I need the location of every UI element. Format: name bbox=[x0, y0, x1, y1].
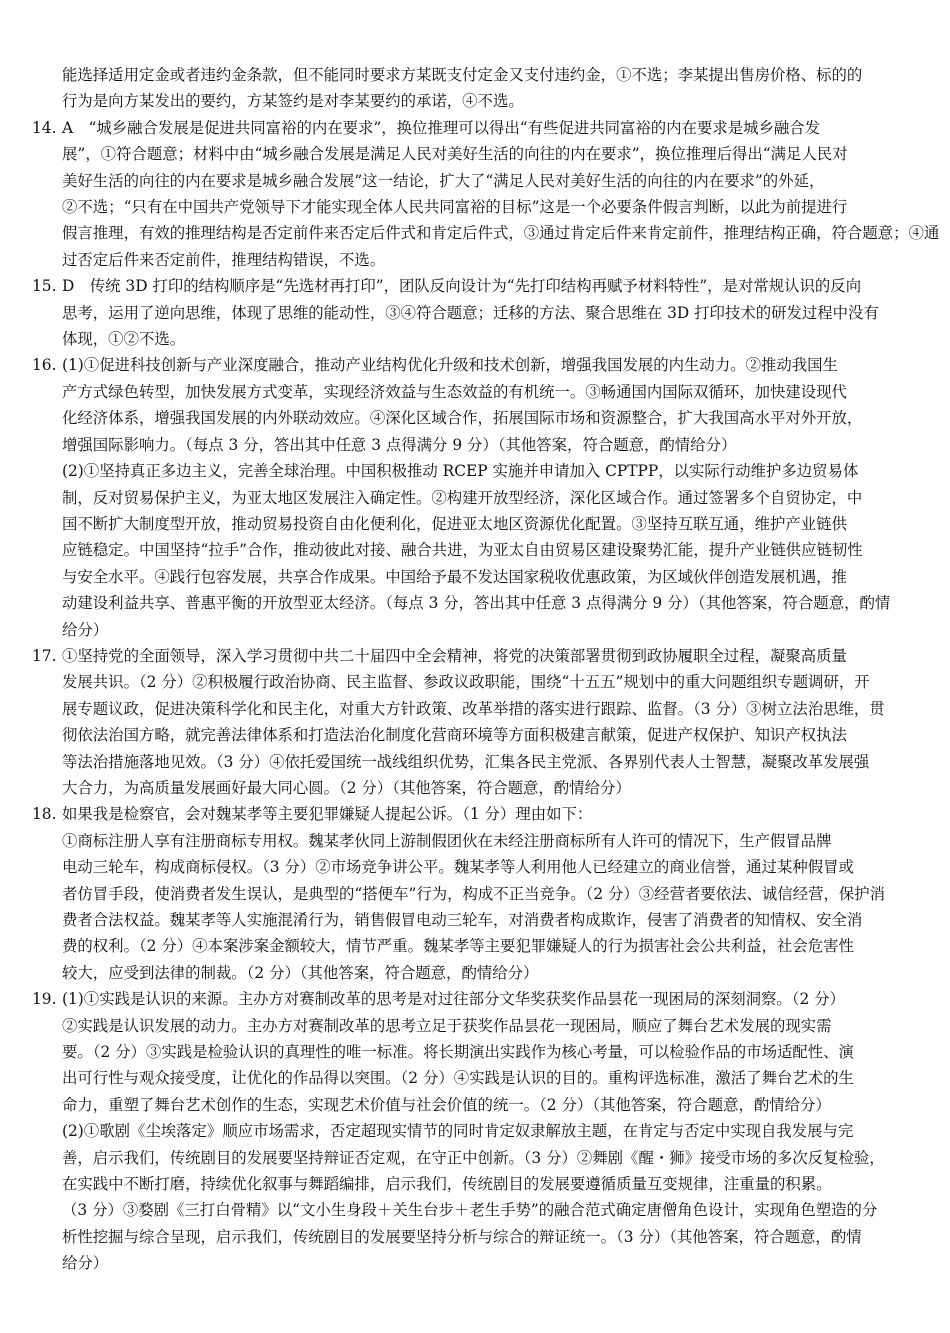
question-19 bbox=[32, 986, 920, 1276]
answer-line: （3 分）③婺剧《三打白骨精》以“文小生身段＋关生台步＋老生手势”的融合范式确定唐僧角色设计，实现角色塑造的分 bbox=[62, 1201, 878, 1220]
answer-line: 电动三轮车，构成商标侵权。（3 分）②市场竞争讲公平。魏某孝等人利用他人已经建立的商业信誉，通过某种假冒或 bbox=[62, 858, 854, 877]
question-16 bbox=[32, 352, 920, 642]
answer-line: 善，启示我们，传统剧目的发展要坚持辩证否定观，在守正中创新。（3 分）②舞剧《醒・狮》接受市场的多次反复检验， bbox=[62, 1148, 885, 1167]
answer-line: 产方式绿色转型，加快发展方式变革，实现经济效益与生态效益的有机统一。③畅通国内国际双循环，加快建设现代 bbox=[62, 382, 847, 401]
answer-line: 大合力，为高质量发展画好最大同心圆。（2 分）（其他答案，符合题意，酌情给分） bbox=[62, 778, 631, 797]
question-number: 16. bbox=[32, 356, 57, 375]
answer-line: 应链稳定。中国坚持“拉手”合作，推动彼此对接、融合共进，为亚太自由贸易区建设聚势汇能，提升产业链供应链韧性 bbox=[62, 541, 863, 560]
answer-line: 给分） bbox=[62, 1254, 109, 1273]
answer-line: 要。（2 分）③实践是检验认识的真理性的唯一标准。将长期演出实践作为核心考量，可以检验作品的市场适配性、演 bbox=[62, 1043, 854, 1062]
answer-line: 制，反对贸易保护主义，为亚太地区发展注入确定性。②构建开放型经济，深化区域合作。通过签署多个自贸协定，中 bbox=[62, 488, 863, 507]
question-list bbox=[32, 115, 940, 1277]
answer-line: (2)①坚持真正多边主义，完善全球治理。中国积极推动 RCEP 实施并申请加入 CPTPP，以实际行动维护多边贸易体 bbox=[62, 462, 859, 481]
answer-line: 与安全水平。④践行包容发展，共享合作成果。中国给予最不发达国家税收优惠政策，为区域伙伴创造发展机遇，推 bbox=[62, 567, 847, 586]
answer-line: 费的权利。（2 分）④本案涉案金额较大，情节严重。魏某孝等主要犯罪嫌疑人的行为损害社会公共利益，社会危害性 bbox=[62, 937, 854, 956]
answer-line: 者仿冒手段，使消费者发生误认，是典型的“搭便车”行为，构成不正当竞争。（2 分）③经营者要依法、诚信经营，保护消 bbox=[62, 884, 886, 903]
answer-line: 思考，运用了逆向思维，体现了思维的能动性，③④符合题意；迁移的方法、聚合思维在 3D 打印技术的研发过程中没有 bbox=[62, 303, 879, 322]
answer-line: 给分） bbox=[62, 620, 109, 639]
answer-line: 发展共识。（2 分）②积极履行政治协商、民主监督、参政议政职能，围绕“十五五”规划中的重大问题组织专题调研，开 bbox=[62, 673, 870, 692]
answer-line: 费者合法权益。魏某孝等人实施混淆行为，销售假冒电动三轮车，对消费者构成欺诈，侵害了消费者的知情权、安全消 bbox=[62, 911, 863, 929]
answer-line: ①商标注册人享有注册商标专用权。魏某孝伙同上游制假团伙在未经注册商标所有人许可的情况下，生产假冒品牌 bbox=[62, 831, 832, 850]
answer-line: 命力，重塑了舞台艺术创作的生态，实现艺术价值与社会价值的统一。（2 分）（其他答案，符合题意，酌情给分） bbox=[62, 1095, 831, 1114]
answer-line: 等法治措施落地见效。（3 分）④依托爱国统一战线组织优势，汇集各民主党派、各界别代表人士智慧，凝聚改革发展强 bbox=[62, 752, 870, 771]
answer-line: 体现，①②不选。 bbox=[62, 330, 186, 349]
question-18 bbox=[32, 801, 920, 986]
question-number: 15. bbox=[32, 277, 57, 296]
answer-line: (1)①促进科技创新与产业深度融合，推动产业结构优化升级和技术创新，增强我国发展的内生动力。②推动我国生 bbox=[62, 356, 838, 375]
question-17 bbox=[32, 643, 920, 801]
answer-line: ②实践是认识发展的动力。主办方对赛制改革的思考立足于获奖作品昙花一现困局，顺应了舞台艺术发展的现实需 bbox=[62, 1016, 832, 1035]
question-15 bbox=[32, 273, 920, 352]
answer-line: 过否定后件来否定前件，推理结构错误，不选。 bbox=[62, 250, 386, 269]
answer-line: D 传统 3D 打印的结构顺序是“先选材再打印”，团队反向设计为“先打印结构再赋予材料特性”，是对常规认识的反向 bbox=[62, 277, 862, 296]
answer-line: 析性挖掘与综合呈现，启示我们，传统剧目的发展要坚持分析与综合的辩证统一。（3 分）（其他答案，符合题意，酌情 bbox=[62, 1227, 862, 1246]
answer-line: 假言推理，有效的推理结构是否定前件来否定后件式和肯定后件式，③通过肯定后件来肯定前件，推理结构正确，符合题意；④通 bbox=[62, 224, 940, 243]
answer-line: ②不选；“只有在中国共产党领导下才能实现全体人民共同富裕的目标”这是一个必要条件假言判断，以此为前提进行 bbox=[62, 198, 848, 217]
question-number: 19. bbox=[32, 990, 57, 1009]
question-number: 17. bbox=[32, 646, 57, 665]
answer-line: 展专题议政，促进决策科学化和民主化，对重大方针政策、改革举措的落实进行跟踪、监督。（3 分）③树立法治思维，贯 bbox=[62, 699, 885, 718]
question-number: 18. bbox=[32, 805, 57, 824]
answer-line: 在实践中不断打磨，持续优化叙事与舞蹈编排，启示我们，传统剧目的发展要遵循质量互变规律，注重量的积累。 bbox=[62, 1175, 832, 1194]
continuation-line: 行为是向方某发出的要约，方某签约是对李某要约的承诺，④不选。 bbox=[62, 92, 524, 111]
question-number: 14. bbox=[32, 118, 57, 137]
continuation-paragraph bbox=[62, 62, 920, 115]
answer-line: 出可行性与观众接受度，让优化的作品得以突围。（2 分）④实践是认识的目的。重构评选标准，激活了舞台艺术的生 bbox=[62, 1069, 854, 1088]
answer-line: 增强国际影响力。（每点 3 分，答出其中任意 3 点得满分 9 分）（其他答案，符合题意，酌情给分） bbox=[62, 435, 737, 454]
answer-line: 国不断扩大制度型开放，推动贸易投资自由化便利化，促进亚太地区资源优化配置。③坚持互联互通，维护产业链供 bbox=[62, 514, 847, 533]
answer-line: 较大，应受到法律的制裁。（2 分）（其他答案，符合题意，酌情给分） bbox=[62, 963, 539, 982]
answer-line: 如果我是检察官，会对魏某孝等主要犯罪嫌疑人提起公诉。（1 分）理由如下： bbox=[62, 805, 593, 824]
question-14 bbox=[32, 115, 940, 273]
answer-line: 美好生活的向往的内在要求是城乡融合发展”这一结论，扩大了“满足人民对美好生活的向往的内在要求”的外延， bbox=[62, 171, 825, 190]
answer-line: 化经济体系，增强我国发展的内外联动效应。④深化区域合作，拓展国际市场和资源整合，扩大我国高水平对外开放， bbox=[62, 409, 863, 428]
answer-line: (2)①歌剧《尘埃落定》顺应市场需求，否定超现实情节的同时肯定奴隶解放主题，在肯定与否定中实现自我发展与完 bbox=[62, 1122, 854, 1141]
answer-line: 动建设利益共享、普惠平衡的开放型亚太经济。（每点 3 分，答出其中任意 3 点得满分 9 分）（其他答案，符合题意，酌情 bbox=[62, 594, 891, 613]
answer-line: 展”，①符合题意；材料中由“城乡融合发展是满足人民对美好生活的向往的内在要求”，换位推理后得出“满足人民对 bbox=[62, 145, 848, 164]
answer-line: 彻依法治国方略，就完善法律体系和打造法治化制度化营商环境等方面积极建言献策，促进产权保护、知识产权执法 bbox=[62, 726, 847, 745]
answer-line: A “城乡融合发展是促进共同富裕的内在要求”，换位推理可以得出“有些促进共同富裕的内在要求是城乡融合发 bbox=[62, 118, 821, 137]
answer-line: (1)①实践是认识的来源。主办方对赛制改革的思考是对过往部分文华奖获奖作品昙花一现困局的深刻洞察。（2 分） bbox=[62, 990, 845, 1009]
answer-line: ①坚持党的全面领导，深入学习贯彻中共二十届四中全会精神，将党的决策部署贯彻到政协履职全过程，凝聚高质量 bbox=[62, 646, 847, 665]
continuation-line: 能选择适用定金或者违约金条款，但不能同时要求方某既支付定金又支付违约金，①不选；李某提出售房价格、标的的 bbox=[62, 66, 863, 84]
